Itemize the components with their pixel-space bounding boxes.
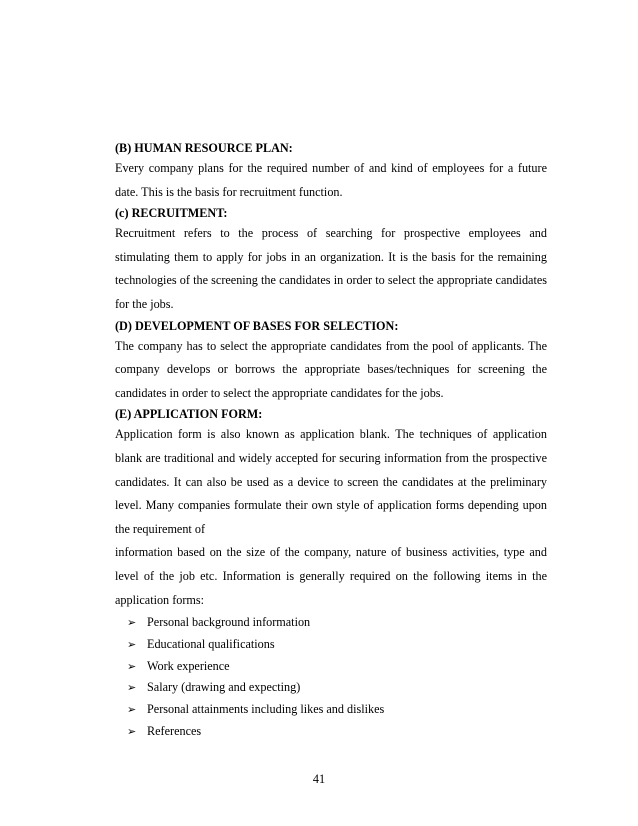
list-item-text: Personal attainments including likes and dislikes <box>147 702 385 717</box>
list-item-text: Salary (drawing and expecting) <box>147 680 301 695</box>
list-item <box>127 612 547 634</box>
section-human-resource-plan <box>115 139 547 204</box>
list-item-text: Personal background information <box>147 615 311 630</box>
arrow-bullet-icon: ➢ <box>127 637 137 651</box>
document-body <box>115 139 547 743</box>
section-heading: (c) RECRUITMENT: <box>115 206 228 221</box>
section-recruitment <box>115 204 547 316</box>
arrow-bullet-icon: ➢ <box>127 725 137 739</box>
application-form-items-list <box>115 612 547 743</box>
page-number: 41 <box>312 772 326 786</box>
section-heading: (D) DEVELOPMENT OF BASES FOR SELECTION: <box>115 318 399 333</box>
paragraph: Recruitment refers to the process of searching for prospective employees and stimulating them to apply for jobs in an organization. It is the basis for the remaining technologies of the screening the candidates in order to select the appropriate candidates for the jobs. <box>115 226 547 311</box>
paragraph: Every company plans for the required number of and kind of employees for a future date. This is the basis for recruitment function. <box>115 161 547 199</box>
arrow-bullet-icon: ➢ <box>127 703 137 717</box>
list-item-text: References <box>147 724 202 739</box>
paragraph: information based on the size of the company, nature of business activities, type and level of the job etc. Information is generally required on the following items in the application forms: <box>115 545 547 607</box>
list-item <box>127 656 547 678</box>
section-heading: (B) HUMAN RESOURCE PLAN: <box>115 141 293 155</box>
arrow-bullet-icon: ➢ <box>127 659 137 673</box>
list-item <box>127 634 547 656</box>
section-heading: (E) APPLICATION FORM: <box>115 407 263 422</box>
arrow-bullet-icon: ➢ <box>127 616 137 630</box>
list-item <box>127 677 547 699</box>
list-item-text: Work experience <box>147 658 230 673</box>
paragraph: The company has to select the appropriate candidates from the pool of applicants. The company develops or borrows the appropriate bases/techniques for screening the candidates in order to select the appropriate candidates for the jobs. <box>115 338 547 400</box>
section-application-form <box>115 405 547 743</box>
list-item <box>127 721 547 743</box>
list-item-text: Educational qualifications <box>147 636 275 651</box>
arrow-bullet-icon: ➢ <box>127 681 137 695</box>
paragraph: Application form is also known as application blank. The techniques of application blank are traditional and widely accepted for securing information from the prospective candidates. It can also be used as a device to screen the candidates at the preliminary level. Many companies formulate their own style of application forms depending upon the requirement of <box>115 427 547 536</box>
section-development-of-bases <box>115 317 547 406</box>
list-item <box>127 699 547 721</box>
